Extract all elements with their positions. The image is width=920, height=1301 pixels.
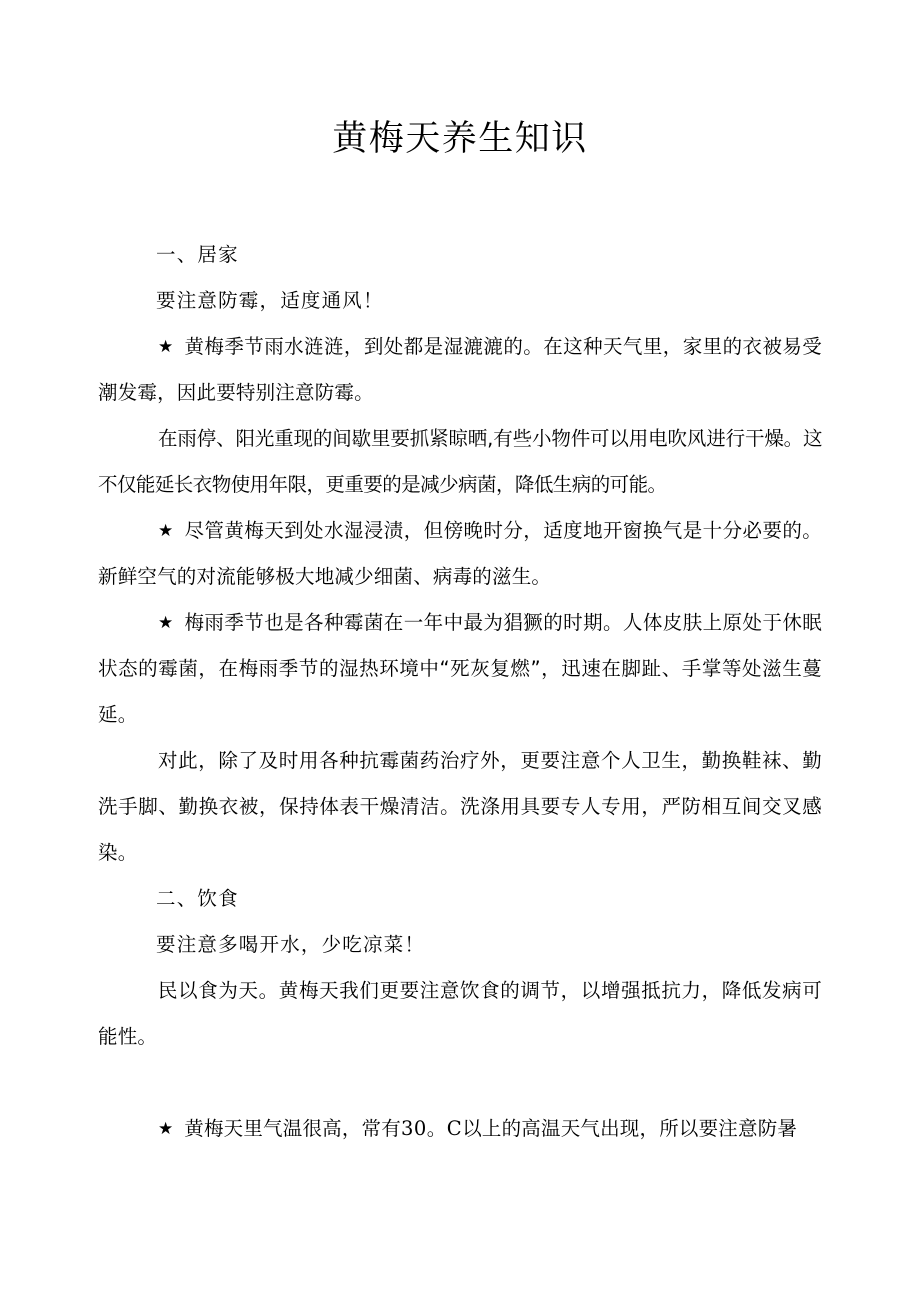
section-lead-2: 要注意多喝开水，少吃凉菜！ — [156, 933, 426, 956]
section-heading-1: 一、居家 — [156, 243, 239, 266]
page-title: 黄梅天养生知识 — [332, 119, 588, 159]
paragraph-text: 尽管黄梅天到处水湿浸渍，但傍晚时分，适度地开窗换气是十分必要的。新鲜空气的对流能够极大地减少细菌、病毒的滋生。 — [98, 519, 822, 588]
paragraph-text: 黄梅季节雨水涟涟，到处都是湿漉漉的。在这种天气里，家里的衣被易受潮发霉，因此要特别注意防霉。 — [98, 335, 822, 404]
temperature-value: 30。C — [400, 1117, 463, 1140]
paragraph-text: 在雨停、阳光重现的间歇里要抓紧晾晒,有些小物件可以用电吹风进行干燥。这不仅能延长衣物使用年限，更重要的是减少病菌，降低生病的可能。 — [98, 427, 822, 496]
paragraph-1-5 — [98, 738, 822, 876]
paragraph-2-1 — [98, 968, 822, 1060]
star-bullet-icon: ★ — [158, 613, 174, 633]
paragraph-spacer — [98, 1060, 822, 1106]
document-body — [98, 232, 822, 1152]
section-heading-2: 二、饮食 — [156, 887, 239, 910]
paragraph-text: 对此，除了及时用各种抗霉菌药治疗外，更要注意个人卫生，勤换鞋袜、勤洗手脚、勤换衣被，保持体表干燥清洁。洗涤用具要专人专用，严防相互间交叉感染。 — [98, 749, 822, 864]
paragraph-1-2 — [98, 416, 822, 508]
star-bullet-icon: ★ — [158, 1119, 174, 1139]
star-bullet-icon: ★ — [158, 521, 174, 541]
star-bullet-icon: ★ — [158, 337, 174, 357]
paragraph-1-1 — [98, 324, 822, 416]
paragraph-text-before-temperature: 黄梅天里气温很高，常有 — [184, 1117, 401, 1140]
section-lead-1: 要注意防霉，适度通风！ — [156, 289, 384, 312]
paragraph-1-3 — [98, 508, 822, 600]
paragraph-last — [98, 1106, 822, 1152]
paragraph-text: 民以食为天。黄梅天我们更要注意饮食的调节，以增强抵抗力，降低发病可能性。 — [98, 979, 822, 1048]
paragraph-1-4 — [98, 600, 822, 738]
paragraph-text-after-temperature: 以上的高温天气出现，所以要注意防暑 — [462, 1117, 798, 1140]
paragraph-text: 梅雨季节也是各种霉菌在一年中最为猖獗的时期。人体皮肤上原处于休眠状态的霉菌，在梅雨季节的湿热环境中“死灰复燃”，迅速在脚趾、手掌等处滋生蔓延。 — [98, 611, 822, 726]
